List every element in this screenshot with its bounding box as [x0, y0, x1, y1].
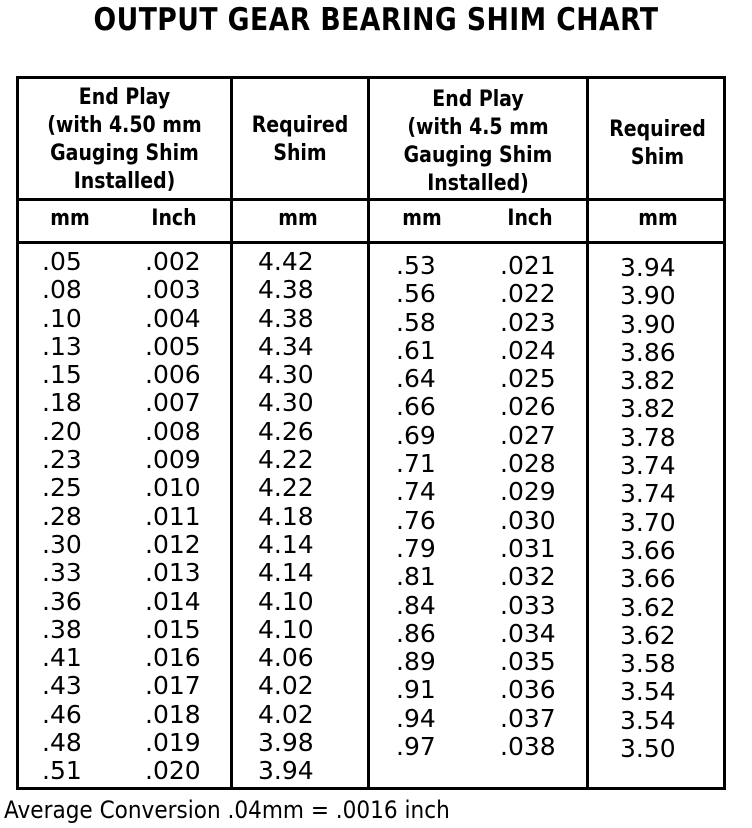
- table-cell: 3.74: [620, 451, 676, 481]
- table-cell: .79: [396, 533, 436, 563]
- table-cell: .009: [145, 445, 201, 475]
- header-line: End Play: [78, 85, 171, 110]
- table-cell: 3.66: [620, 564, 676, 594]
- table-cell: 4.30: [258, 388, 314, 418]
- table-cell: 4.02: [258, 699, 314, 729]
- table-cell: .037: [500, 703, 556, 733]
- table-cell: .038: [500, 732, 556, 762]
- table-cell: .002: [145, 247, 201, 276]
- table-cell: .36: [42, 586, 82, 616]
- table-cell: .20: [42, 416, 82, 446]
- column-divider: [230, 76, 233, 790]
- table-cell: .56: [396, 279, 436, 309]
- table-cell: 4.38: [258, 303, 314, 333]
- table-cell: .013: [145, 558, 201, 588]
- table-cell: .58: [396, 307, 436, 337]
- table-cell: 4.22: [258, 445, 314, 475]
- header-line: Installed): [427, 171, 529, 196]
- table-cell: .53: [396, 251, 436, 280]
- table-cell: .71: [396, 449, 436, 479]
- table-cell: .008: [145, 416, 201, 446]
- table-cell: .032: [500, 562, 556, 592]
- table-cell: 4.26: [258, 416, 314, 446]
- table-cell: .89: [396, 647, 436, 677]
- table-cell: .94: [396, 703, 436, 733]
- column-right-required-shim: [620, 254, 676, 763]
- table-cell: .033: [500, 590, 556, 620]
- table-cell: .003: [145, 275, 201, 305]
- table-cell: 3.50: [620, 734, 676, 764]
- table-cell: .011: [145, 501, 201, 531]
- table-cell: .81: [396, 562, 436, 592]
- table-cell: 3.62: [620, 592, 676, 622]
- table-cell: .005: [145, 331, 201, 361]
- table-cell: .014: [145, 586, 201, 616]
- table-cell: .036: [500, 675, 556, 705]
- table-cell: .38: [42, 614, 82, 644]
- table-cell: .020: [145, 756, 201, 786]
- header-left-end-play: [34, 84, 215, 196]
- table-cell: .30: [42, 529, 82, 559]
- table-cell: 4.38: [258, 275, 314, 305]
- table-cell: .10: [42, 303, 82, 333]
- column-right-mm: [396, 252, 436, 761]
- table-cell: 3.94: [258, 756, 314, 786]
- table-cell: 4.34: [258, 331, 314, 361]
- table-cell: .029: [500, 477, 556, 507]
- table-cell: 4.18: [258, 501, 314, 531]
- table-cell: .51: [42, 756, 82, 786]
- table-cell: 3.66: [620, 535, 676, 565]
- table-cell: 3.54: [620, 677, 676, 707]
- table-cell: .46: [42, 699, 82, 729]
- table-cell: 4.10: [258, 614, 314, 644]
- table-cell: .021: [500, 251, 556, 280]
- header-line: End Play: [432, 87, 524, 112]
- table-cell: 3.54: [620, 705, 676, 735]
- table-cell: .017: [145, 671, 201, 701]
- table-cell: 4.14: [258, 529, 314, 559]
- chart-title: OUTPUT GEAR BEARING SHIM CHART: [93, 2, 659, 38]
- table-cell: .028: [500, 449, 556, 479]
- table-cell: .016: [145, 643, 201, 673]
- table-cell: .43: [42, 671, 82, 701]
- table-cell: .76: [396, 505, 436, 535]
- table-cell: .97: [396, 732, 436, 762]
- table-cell: .025: [500, 364, 556, 394]
- table-cell: .15: [42, 360, 82, 390]
- header-line: Required: [251, 113, 349, 138]
- column-divider: [586, 76, 589, 790]
- table-cell: .66: [396, 392, 436, 422]
- table-cell: 4.14: [258, 558, 314, 588]
- table-cell: .91: [396, 675, 436, 705]
- table-cell: .024: [500, 335, 556, 365]
- table-cell: 4.06: [258, 643, 314, 673]
- table-cell: 3.58: [620, 649, 676, 679]
- header-line: Required: [609, 117, 706, 142]
- table-cell: .034: [500, 618, 556, 648]
- table-cell: 3.90: [620, 309, 676, 339]
- table-cell: .035: [500, 647, 556, 677]
- header-line: (with 4.5 mm: [407, 115, 549, 140]
- table-cell: 4.22: [258, 473, 314, 503]
- table-cell: .33: [42, 558, 82, 588]
- table-cell: 3.94: [620, 253, 676, 282]
- table-cell: .023: [500, 307, 556, 337]
- column-left-mm: [42, 248, 82, 786]
- table-cell: .018: [145, 699, 201, 729]
- header-line: (with 4.50 mm: [47, 113, 202, 138]
- table-cell: .25: [42, 473, 82, 503]
- table-cell: .027: [500, 420, 556, 450]
- column-right-inch: [500, 252, 556, 761]
- unit-left-required-mm: mm: [278, 206, 318, 231]
- table-cell: .86: [396, 618, 436, 648]
- table-cell: .019: [145, 728, 201, 758]
- units-divider: [16, 241, 726, 244]
- unit-left-mm: mm: [50, 206, 90, 231]
- table-cell: 4.02: [258, 671, 314, 701]
- table-cell: .48: [42, 728, 82, 758]
- header-line: Installed): [73, 169, 176, 194]
- conversion-note: Average Conversion .04mm = .0016 inch: [4, 796, 450, 824]
- table-cell: 3.78: [620, 422, 676, 452]
- table-cell: .012: [145, 529, 201, 559]
- header-line: Shim: [273, 141, 327, 166]
- table-cell: 4.30: [258, 360, 314, 390]
- table-cell: .18: [42, 388, 82, 418]
- table-cell: 4.10: [258, 586, 314, 616]
- table-cell: 3.62: [620, 620, 676, 650]
- table-cell: 3.98: [258, 728, 314, 758]
- header-divider: [16, 198, 726, 201]
- table-cell: .007: [145, 388, 201, 418]
- unit-right-inch: Inch: [507, 206, 553, 231]
- unit-right-required-mm: mm: [638, 206, 678, 231]
- table-cell: .64: [396, 364, 436, 394]
- table-cell: .022: [500, 279, 556, 309]
- table-cell: .13: [42, 331, 82, 361]
- table-cell: .030: [500, 505, 556, 535]
- table-cell: .010: [145, 473, 201, 503]
- table-cell: .08: [42, 275, 82, 305]
- table-cell: 3.82: [620, 366, 676, 396]
- table-cell: .05: [42, 247, 82, 276]
- header-line: Gauging Shim: [403, 143, 553, 168]
- table-cell: 4.42: [258, 247, 314, 276]
- table-cell: .026: [500, 392, 556, 422]
- table-cell: 3.70: [620, 507, 676, 537]
- table-cell: .61: [396, 335, 436, 365]
- header-right-required-shim: [599, 116, 717, 172]
- table-cell: 3.82: [620, 394, 676, 424]
- table-cell: .031: [500, 533, 556, 563]
- header-line: Gauging Shim: [50, 141, 199, 166]
- table-cell: .84: [396, 590, 436, 620]
- unit-right-mm: mm: [402, 206, 442, 231]
- table-cell: .69: [396, 420, 436, 450]
- header-left-required-shim: [242, 112, 357, 168]
- table-cell: .23: [42, 445, 82, 475]
- unit-left-inch: Inch: [151, 206, 197, 231]
- table-cell: .28: [42, 501, 82, 531]
- table-cell: .41: [42, 643, 82, 673]
- table-cell: .006: [145, 360, 201, 390]
- table-cell: .74: [396, 477, 436, 507]
- column-left-required-shim: [258, 248, 314, 786]
- header-right-end-play: [385, 86, 571, 198]
- table-cell: 3.90: [620, 281, 676, 311]
- column-divider: [367, 76, 370, 790]
- table-cell: .004: [145, 303, 201, 333]
- column-left-inch: [145, 248, 201, 786]
- table-cell: .015: [145, 614, 201, 644]
- table-cell: 3.86: [620, 337, 676, 367]
- table-cell: 3.74: [620, 479, 676, 509]
- header-line: Shim: [630, 145, 685, 170]
